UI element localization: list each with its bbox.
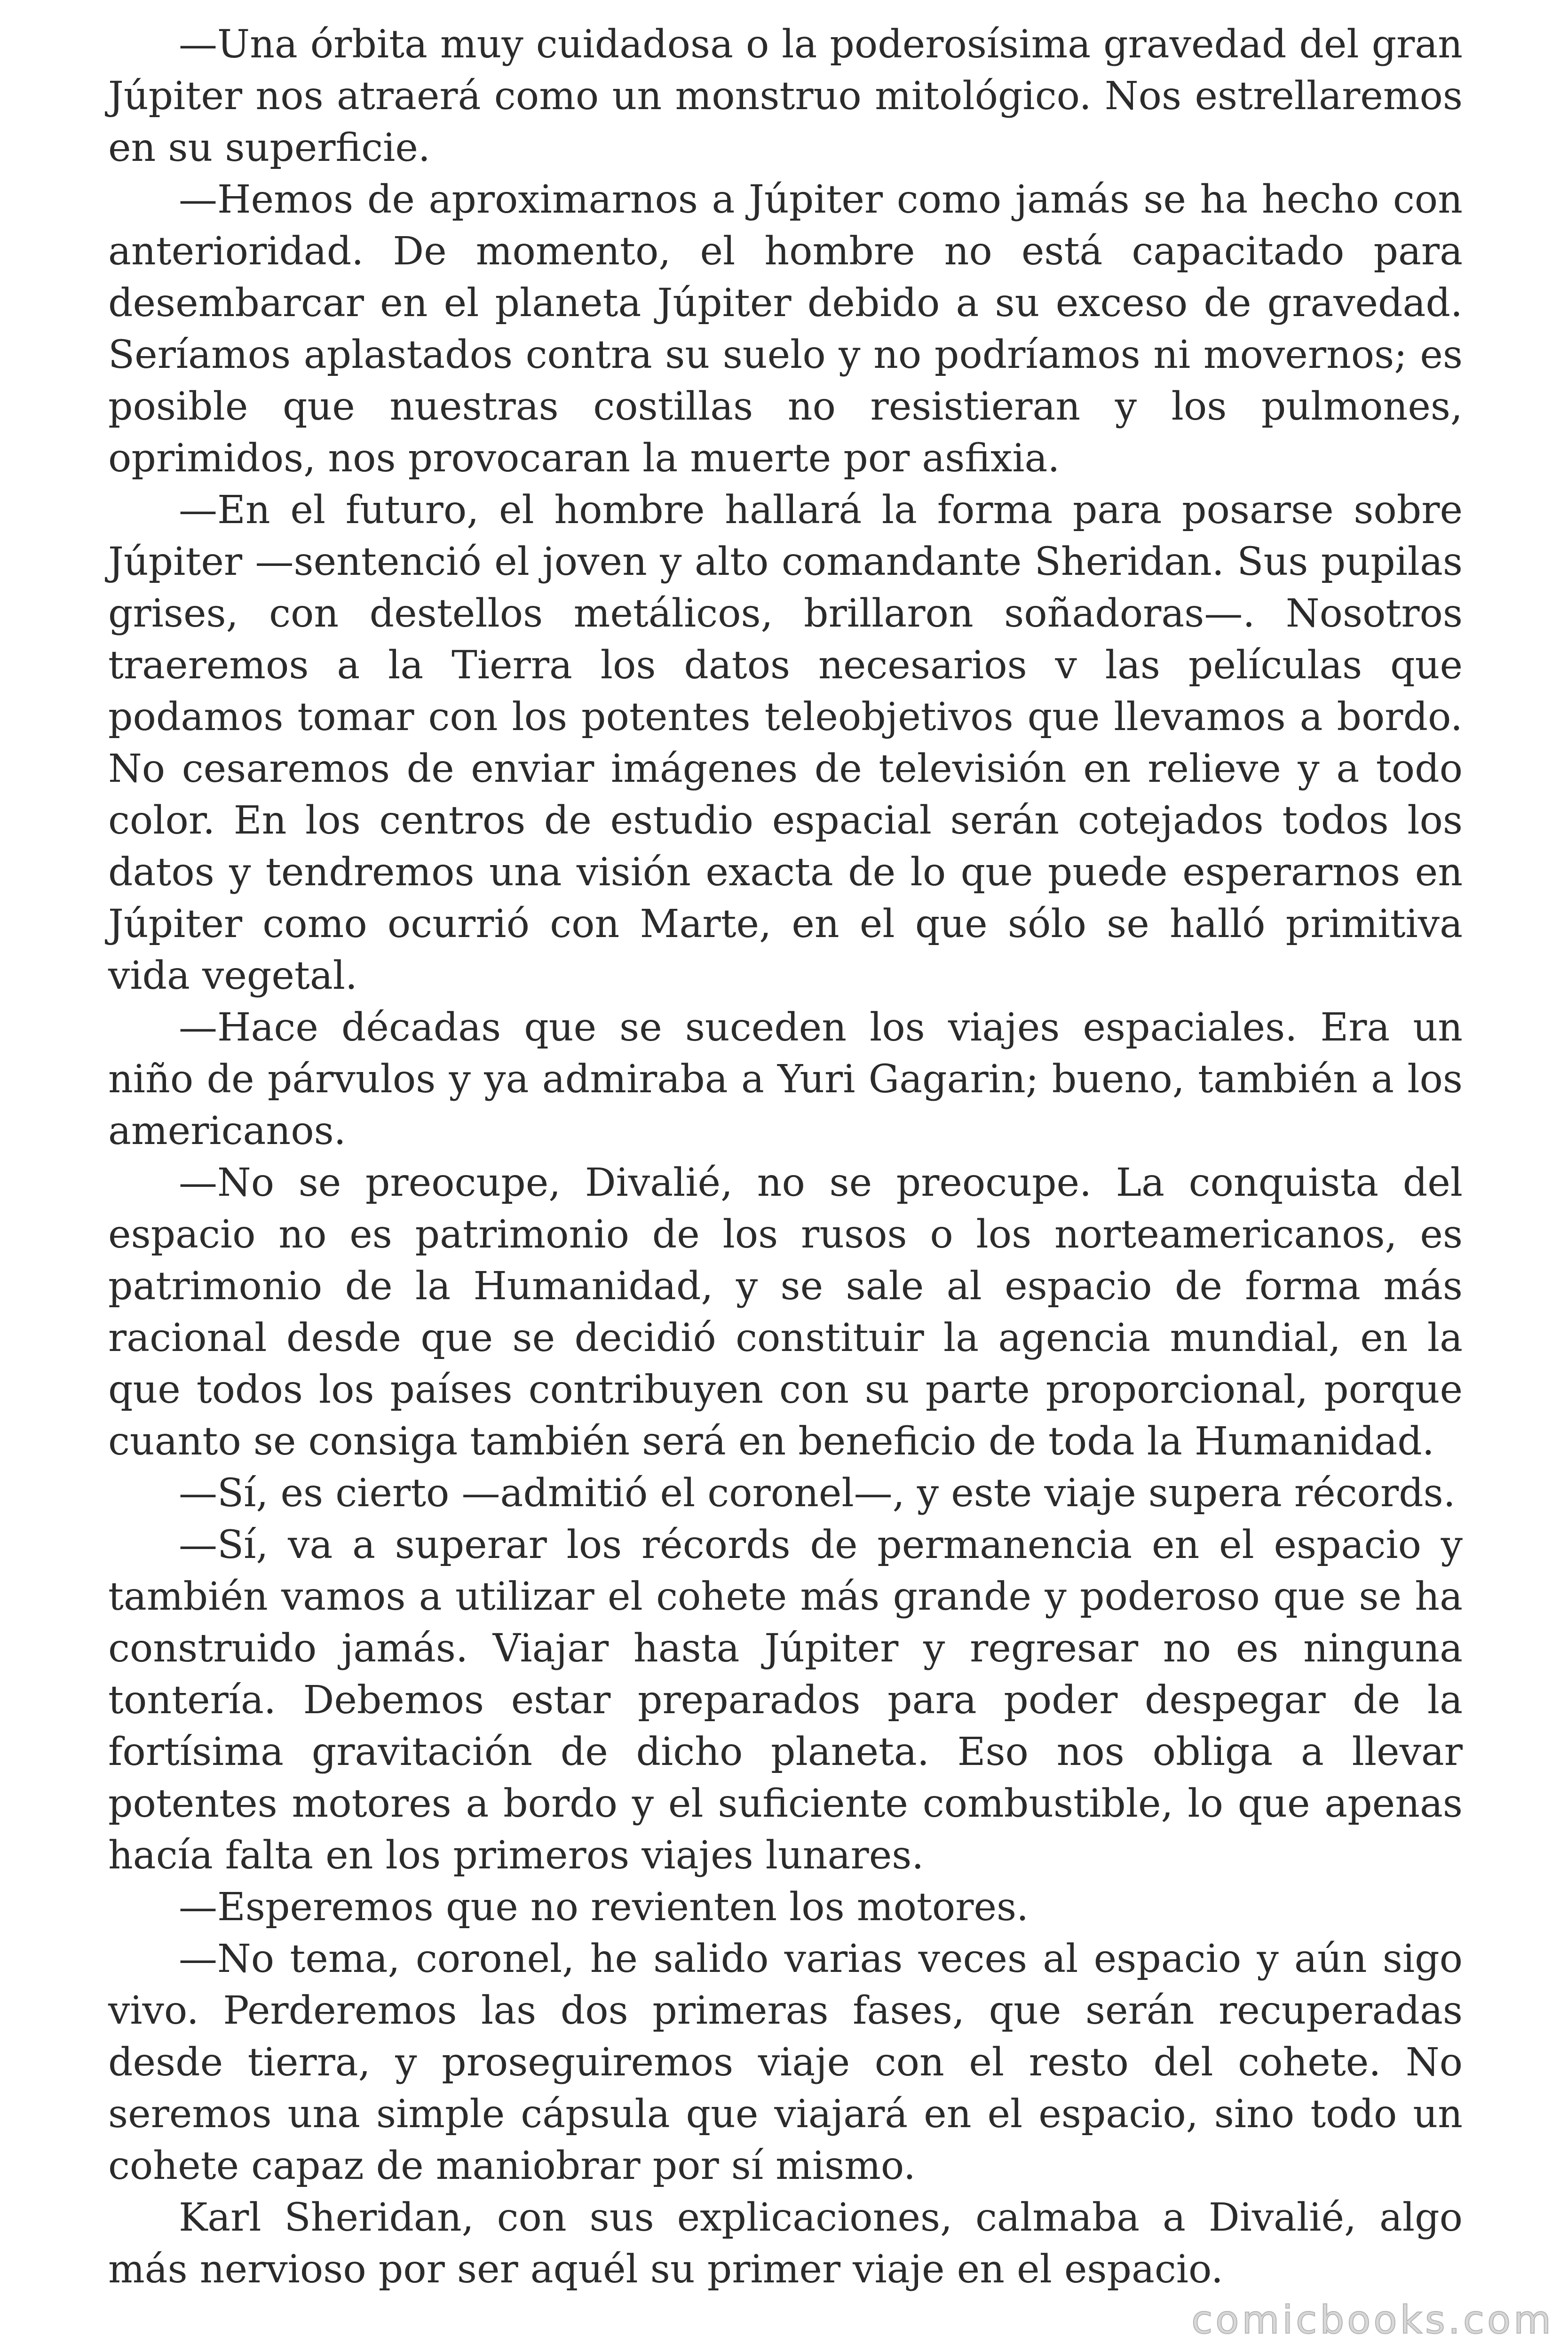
paragraph: —Esperemos que no revienten los motores. xyxy=(179,1885,1029,1930)
page-text xyxy=(108,19,1463,2296)
paragraph: —No se preocupe, Divalié, no se preocupe. La conquista del espacio no es patrimonio de los rusos o los norteamericanos, es patrimonio de la Humanidad, y se sale al espacio de forma más racional desde que se decidió constituir la agencia mundial, en la que todos los países contribuyen con su parte proporcional, porque cuanto se consiga también será en beneficio de toda la Humanidad. xyxy=(108,1160,1463,1464)
paragraph: —Sí, va a superar los récords de permanencia en el espacio y también vamos a utilizar el cohete más grande y poderoso que se ha construido jamás. Viajar hasta Júpiter y regresar no es ninguna tontería. Debemos estar preparados para poder despegar de la fortísima gravitación de dicho planeta. Eso nos obliga a llevar potentes motores a bordo y el suficiente combustible, lo que apenas hacía falta en los primeros viajes lunares. xyxy=(108,1523,1463,1878)
paragraph: Karl Sheridan, con sus explicaciones, calmaba a Divalié, algo más nervioso por ser aquél su primer viaje en el espacio. xyxy=(108,2195,1463,2292)
paragraph: —Hemos de aproximarnos a Júpiter como jamás se ha hecho con anterioridad. De momento, el hombre no está capacitado para desembarcar en el planeta Júpiter debido a su exceso de gravedad. Seríamos aplastados contra su suelo y no podríamos ni movernos; es posible que nuestras costillas no resistieran y los pulmones, oprimidos, nos provocaran la muerte por asfixia. xyxy=(108,177,1463,481)
watermark: comicbooks.com xyxy=(1191,2298,1554,2343)
paragraph: —Hace décadas que se suceden los viajes espaciales. Era un niño de párvulos y ya admiraba a Yuri Gagarin; bueno, también a los americanos. xyxy=(108,1005,1463,1153)
paragraph: —Sí, es cierto —admitió el coronel—, y este viaje supera récords. xyxy=(179,1471,1456,1516)
paragraph: —Una órbita muy cuidadosa o la poderosísima gravedad del gran Júpiter nos atraerá como un monstruo mitológico. Nos estrellaremos en su superficie. xyxy=(108,22,1463,170)
paragraph: —En el futuro, el hombre hallará la forma para posarse sobre Júpiter —sentenció el joven y alto comandante Sheridan. Sus pupilas grises, con destellos metálicos, brillaron soñadoras—. Nosotros traeremos a la Tierra los datos necesarios v las películas que podamos tomar con los potentes teleobjetivos que llevamos a bordo. No cesaremos de enviar imágenes de televisión en relieve y a todo color. En los centros de estudio espacial serán cotejados todos los datos y tendremos una visión exacta de lo que puede esperarnos en Júpiter como ocurrió con Marte, en el que sólo se halló primitiva vida vegetal. xyxy=(108,488,1463,998)
paragraph: —No tema, coronel, he salido varias veces al espacio y aún sigo vivo. Perderemos las dos primeras fases, que serán recuperadas desde tierra, y proseguiremos viaje con el resto del cohete. No seremos una simple cápsula que viajará en el espacio, sino todo un cohete capaz de maniobrar por sí mismo. xyxy=(108,1937,1463,2188)
